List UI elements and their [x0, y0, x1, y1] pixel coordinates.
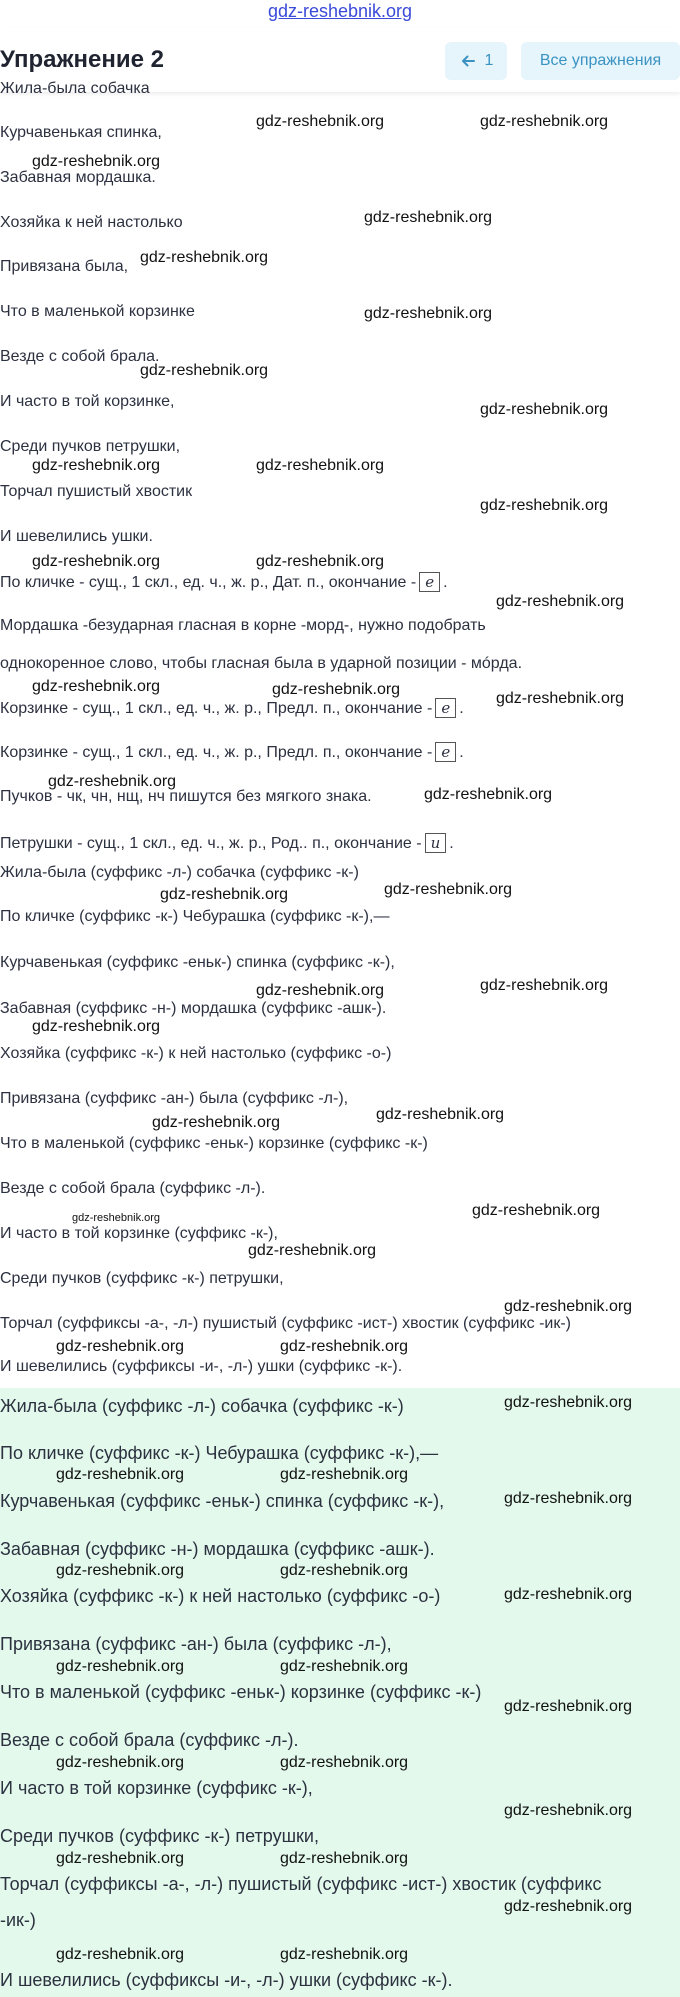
suffix-line: Привязана (суффикс -ан-) была (суффикс -л-),	[0, 1090, 349, 1107]
answer-line: Везде с собой брала (суффикс -л-).	[0, 1730, 299, 1750]
watermark: gdz-reshebnik.org	[56, 1754, 185, 1771]
answer-line: Жила-была (суффикс -л-) собачка (суффикс -к-)	[0, 1396, 404, 1416]
analysis-line	[0, 833, 454, 853]
watermark: gdz-reshebnik.org	[280, 1562, 409, 1579]
answer-line: Что в маленькой (суффикс -еньк-) корзинке (суффикс -к-)	[0, 1682, 482, 1702]
poem-line: Жила-была собачка	[0, 80, 150, 97]
watermark: gdz-reshebnik.org	[280, 1466, 409, 1483]
poem-line: Забавная мордашка.	[0, 169, 156, 186]
poem-line: Торчал пушистый хвостик	[0, 483, 193, 500]
analysis-line: Мордашка -безударная гласная в корне -морд-, нужно подобрать	[0, 617, 486, 634]
answer-line: И шевелились (суффиксы -и-, -л-) ушки (суффикс -к-).	[0, 1970, 453, 1990]
prev-exercise-label: 1	[484, 52, 494, 69]
poem-line: Что в маленькой корзинке	[0, 303, 195, 320]
watermark: gdz-reshebnik.org	[472, 1202, 601, 1219]
watermark: gdz-reshebnik.org	[280, 1850, 409, 1867]
analysis-line: однокоренное слово, чтобы гласная была в ударной позиции - мóрда.	[0, 655, 523, 672]
suffix-line: Везде с собой брала (суффикс -л-).	[0, 1180, 266, 1197]
watermark: gdz-reshebnik.org	[504, 1898, 633, 1915]
answer-line: Торчал (суффиксы -а-, -л-) пушистый (суффикс -ист-) хвостик (суффикс	[0, 1874, 602, 1894]
watermark: gdz-reshebnik.org	[480, 497, 609, 514]
analysis-line	[0, 572, 448, 592]
watermark: gdz-reshebnik.org	[140, 249, 269, 266]
site-link[interactable]: gdz-reshebnik.org	[267, 1, 413, 21]
watermark: gdz-reshebnik.org	[48, 773, 177, 790]
ending-box: е	[435, 698, 456, 718]
watermark: gdz-reshebnik.org	[56, 1562, 185, 1579]
analysis-line	[0, 742, 464, 762]
analysis-text: По кличке - сущ., 1 скл., ед. ч., ж. р., Дат. п., окончание -	[0, 574, 417, 591]
watermark: gdz-reshebnik.org	[32, 1018, 161, 1035]
all-exercises-button[interactable]	[521, 42, 680, 80]
suffix-line: Жила-была (суффикс -л-) собачка (суффикс -к-)	[0, 864, 359, 881]
watermark: gdz-reshebnik.org	[32, 553, 161, 570]
poem-line: И шевелились ушки.	[0, 528, 153, 545]
watermark: gdz-reshebnik.org	[152, 1114, 281, 1131]
watermark: gdz-reshebnik.org	[384, 881, 513, 898]
answer-line: -ик-)	[0, 1910, 36, 1930]
watermark: gdz-reshebnik.org	[504, 1802, 633, 1819]
watermark: gdz-reshebnik.org	[504, 1490, 633, 1507]
analysis-tail: .	[449, 835, 454, 852]
poem-line: Среди пучков петрушки,	[0, 438, 181, 455]
answer-line: Хозяйка (суффикс -к-) к ней настолько (суффикс -о-)	[0, 1586, 441, 1606]
answer-line: Забавная (суффикс -н-) мордашка (суффикс -ашк-).	[0, 1539, 435, 1559]
watermark: gdz-reshebnik.org	[504, 1586, 633, 1603]
watermark: gdz-reshebnik.org	[364, 209, 493, 226]
watermark: gdz-reshebnik.org	[376, 1106, 505, 1123]
watermark: gdz-reshebnik.org	[72, 1212, 161, 1224]
watermark: gdz-reshebnik.org	[480, 113, 609, 130]
ending-box: е	[435, 742, 456, 762]
watermark: gdz-reshebnik.org	[32, 153, 161, 170]
analysis-tail: .	[459, 744, 464, 761]
watermark: gdz-reshebnik.org	[424, 786, 553, 803]
answer-line: По кличке (суффикс -к-) Чебурашка (суффикс -к-),—	[0, 1443, 439, 1463]
watermark: gdz-reshebnik.org	[504, 1298, 633, 1315]
watermark: gdz-reshebnik.org	[248, 1242, 377, 1259]
watermark: gdz-reshebnik.org	[256, 553, 385, 570]
watermark: gdz-reshebnik.org	[32, 457, 161, 474]
watermark: gdz-reshebnik.org	[160, 886, 289, 903]
watermark: gdz-reshebnik.org	[256, 982, 385, 999]
poem-line: Курчавенькая спинка,	[0, 124, 162, 141]
watermark: gdz-reshebnik.org	[496, 593, 625, 610]
watermark: gdz-reshebnik.org	[56, 1658, 185, 1675]
watermark: gdz-reshebnik.org	[280, 1338, 409, 1355]
watermark: gdz-reshebnik.org	[480, 401, 609, 418]
watermark: gdz-reshebnik.org	[56, 1338, 185, 1355]
analysis-line: Пучков - чк, чн, нщ, нч пишутся без мягкого знака.	[0, 788, 372, 805]
watermark: gdz-reshebnik.org	[364, 305, 493, 322]
poem-line: Привязана была,	[0, 258, 129, 275]
poem-line: Хозяйка к ней настолько	[0, 214, 183, 231]
answer-line: Курчавенькая (суффикс -еньк-) спинка (суффикс -к-),	[0, 1491, 445, 1511]
page-title: Упражнение 2	[0, 46, 164, 73]
suffix-line: Что в маленькой (суффикс -еньк-) корзинке (суффикс -к-)	[0, 1135, 428, 1152]
prev-exercise-button[interactable]	[445, 42, 507, 80]
watermark: gdz-reshebnik.org	[56, 1946, 185, 1963]
suffix-line: Хозяйка (суффикс -к-) к ней настолько (суффикс -о-)	[0, 1045, 392, 1062]
solution-content	[0, 80, 680, 1392]
suffix-line: И шевелились (суффиксы -и-, -л-) ушки (суффикс -к-).	[0, 1358, 403, 1375]
answer-line: Привязана (суффикс -ан-) была (суффикс -л-),	[0, 1634, 392, 1654]
analysis-text: Петрушки - сущ., 1 скл., ед. ч., ж. р., Род.. п., окончание -	[0, 835, 422, 852]
watermark: gdz-reshebnik.org	[496, 690, 625, 707]
watermark: gdz-reshebnik.org	[504, 1394, 633, 1411]
watermark: gdz-reshebnik.org	[272, 681, 401, 698]
answer-line: И часто в той корзинке (суффикс -к-),	[0, 1778, 313, 1798]
watermark: gdz-reshebnik.org	[140, 362, 269, 379]
watermark: gdz-reshebnik.org	[256, 457, 385, 474]
watermark: gdz-reshebnik.org	[256, 113, 385, 130]
watermark: gdz-reshebnik.org	[504, 1698, 633, 1715]
poem-line: Везде с собой брала.	[0, 348, 160, 365]
answer-line: Среди пучков (суффикс -к-) петрушки,	[0, 1826, 319, 1846]
suffix-line: Курчавенькая (суффикс -еньк-) спинка (суффикс -к-),	[0, 954, 395, 971]
poem-line: И часто в той корзинке,	[0, 393, 175, 410]
analysis-tail: .	[459, 700, 464, 717]
watermark: gdz-reshebnik.org	[280, 1946, 409, 1963]
analysis-line	[0, 698, 464, 718]
suffix-line: Среди пучков (суффикс -к-) петрушки,	[0, 1270, 284, 1287]
watermark: gdz-reshebnik.org	[480, 977, 609, 994]
watermark: gdz-reshebnik.org	[56, 1466, 185, 1483]
suffix-line: И часто в той корзинке (суффикс -к-),	[0, 1225, 278, 1242]
watermark: gdz-reshebnik.org	[280, 1658, 409, 1675]
all-exercises-label: Все упражнения	[539, 52, 662, 69]
watermark: gdz-reshebnik.org	[280, 1754, 409, 1771]
suffix-line: Торчал (суффиксы -а-, -л-) пушистый (суффикс -ист-) хвостик (суффикс -ик-)	[0, 1315, 572, 1332]
ending-box: е	[419, 572, 440, 592]
ending-box: и	[425, 833, 447, 853]
watermark: gdz-reshebnik.org	[56, 1850, 185, 1867]
analysis-text: Корзинке - сущ., 1 скл., ед. ч., ж. р., Предл. п., окончание -	[0, 700, 433, 717]
suffix-line: Забавная (суффикс -н-) мордашка (суффикс -ашк-).	[0, 1000, 387, 1017]
suffix-line: По кличке (суффикс -к-) Чебурашка (суффикс -к-),—	[0, 908, 390, 925]
arrow-left-icon	[459, 52, 477, 70]
watermark: gdz-reshebnik.org	[32, 678, 161, 695]
analysis-tail: .	[443, 574, 448, 591]
analysis-text: Корзинке - сущ., 1 скл., ед. ч., ж. р., Предл. п., окончание -	[0, 744, 433, 761]
